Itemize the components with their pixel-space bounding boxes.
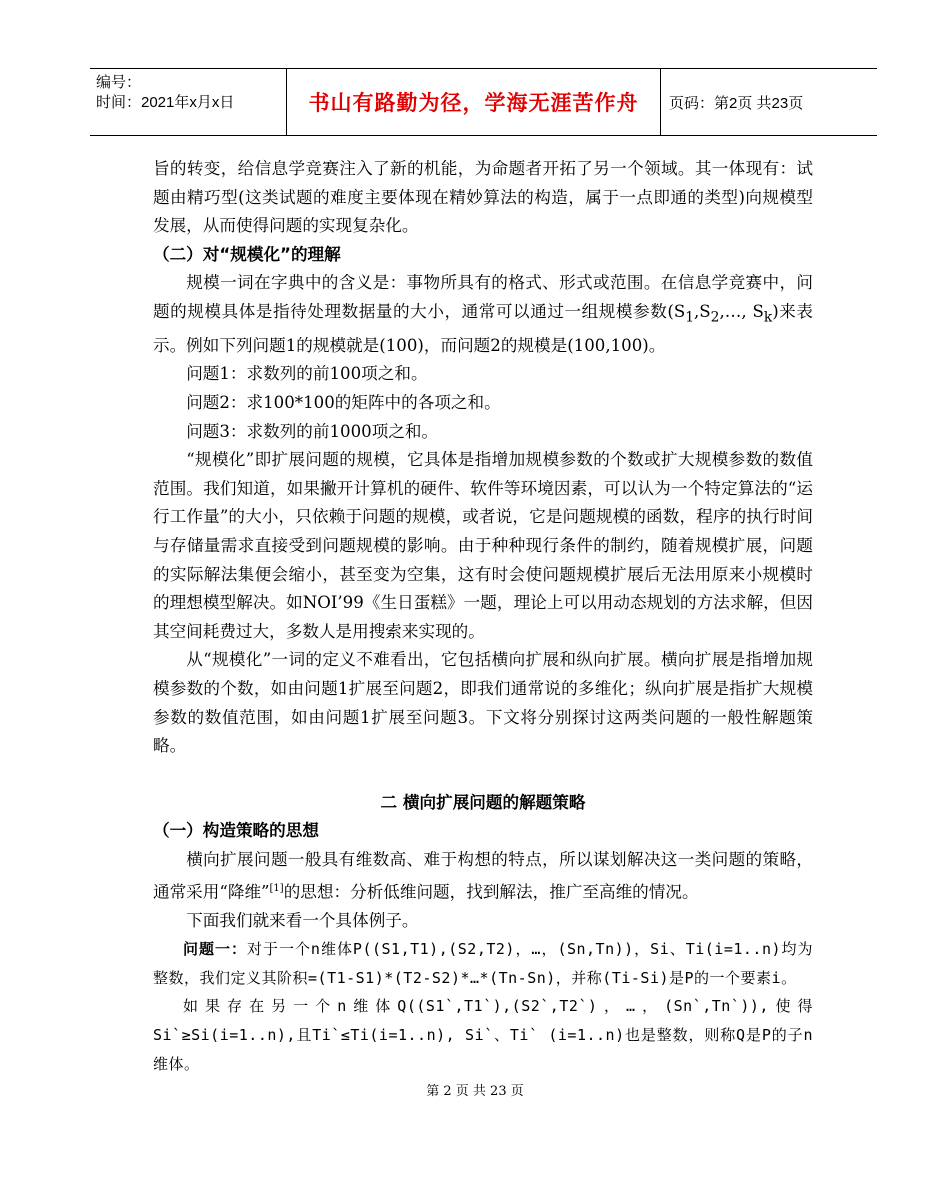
text-run: )来表示。例如下列问题1的规模就是(100)，而问题2的规模是(100,100)。 [153, 301, 813, 355]
header-motto: 书山有路勤为径，学海无涯苦作舟 [286, 69, 661, 135]
document-body [153, 155, 813, 1078]
paragraph: 从“规模化”一词的定义不难看出，它包括横向扩展和纵向扩展。横向扩展是指增加规模参数的个数，如由问题1扩展至问题2，即我们通常说的多维化；纵向扩展是指扩大规模参数的数值范围，如由问题1扩展至问题3。下文将分别探讨这两类问题的一般性解题策略。 [153, 650, 813, 756]
section-heading: （二）对“规模化”的理解 [153, 244, 341, 264]
page-header [90, 68, 877, 136]
text-run: 规模一词在字典中的含义是：事物所具有的格式、形式或范围。在信息学竞赛中，问题的规模具体是指待处理数据量的大小，通常可以通过一组规模参数(S [153, 273, 813, 321]
paragraph: 旨的转变，给信息学竞赛注入了新的机能，为命题者开拓了另一个领域。其一体现有：试题由精巧型(这类试题的难度主要体现在精妙算法的构造，属于一点即通的类型)向规模型发展，从而使得问题的实现复杂化。 [153, 159, 813, 236]
paragraph [153, 269, 813, 360]
header-meta [90, 69, 286, 135]
problem-label: 问题一： [183, 940, 247, 959]
paragraph: “规模化”即扩展问题的规模，它具体是指增加规模参数的个数或扩大规模参数的数值范围。我们知道，如果撇开计算机的硬件、软件等环境因素，可以认为一个特定算法的“运行工作量”的大小，只依赖于问题的规模，或者说，它是问题规模的函数，程序的执行时间与存储量需求直接受到问题规模的影响。由于种种现行条件的制约，随着规模扩展，问题的实际解法集便会缩小，甚至变为空集，这有时会使问题规模扩展后无法用原来小规模时的理想模型解决。如NOI’99《生日蛋糕》一题，理论上可以用动态规划的方法求解，但因其空间耗费过大，多数人是用搜索来实现的。 [153, 450, 813, 641]
text-run: 的思想：分析低维问题，找到解法，推广至高维的情况。 [283, 882, 699, 902]
doc-code-label: 编号： [96, 74, 142, 91]
text-run: 对于一个n维体P((S1,T1),(S2,T2)，…，(Sn,Tn))，Si、Ti(i=1..n)均为整数，我们定义其阶积=(T1-S1)*(T2-S2)*…*(Tn-Sn)，并称(Ti-Si)是P的一个要素i。 [153, 940, 813, 987]
chapter-heading: 二 横向扩展问题的解题策略 [380, 792, 586, 812]
paragraph: 如果存在另一个n维体Q((S1`,T1`),(S2`,T2`)，…，(Sn`,Tn`)),使得Si`≥Si(i=1..n),且Ti`≤Ti(i=1..n), Si`、Ti` (i=1..n)也是整数，则称Q是P的子n维体。 [153, 997, 813, 1073]
section-heading: （一）构造策略的思想 [153, 821, 319, 841]
subscript: 2 [710, 309, 720, 326]
problem-line-1: 问题1：求数列的前100项之和。 [186, 364, 428, 384]
problem-line-2: 问题2：求100*100的矩阵中的各项之和。 [186, 393, 501, 413]
problem-statement [153, 935, 813, 992]
problem-line-3: 问题3：求数列的前1000项之和。 [186, 421, 439, 441]
paragraph: 下面我们就来看一个具体例子。 [186, 910, 419, 930]
subscript: k [763, 309, 773, 326]
header-page-info: 页码：第2页 共23页 [669, 94, 804, 112]
doc-time-label: 时间：2021年x月x日 [96, 94, 235, 111]
paragraph [153, 846, 813, 907]
page-footer: 第 2 页 共 23 页 [426, 1084, 524, 1099]
subscript: 1 [685, 309, 695, 326]
reference-marker: [1] [269, 882, 284, 894]
text-run: ,S [694, 301, 711, 321]
text-run: ,…, S [719, 301, 764, 321]
text-run: 横向扩展问题一般具有维数高、难于构想的特点，所以谋划解决这一类问题的策略，通常采用“降维” [153, 849, 813, 902]
